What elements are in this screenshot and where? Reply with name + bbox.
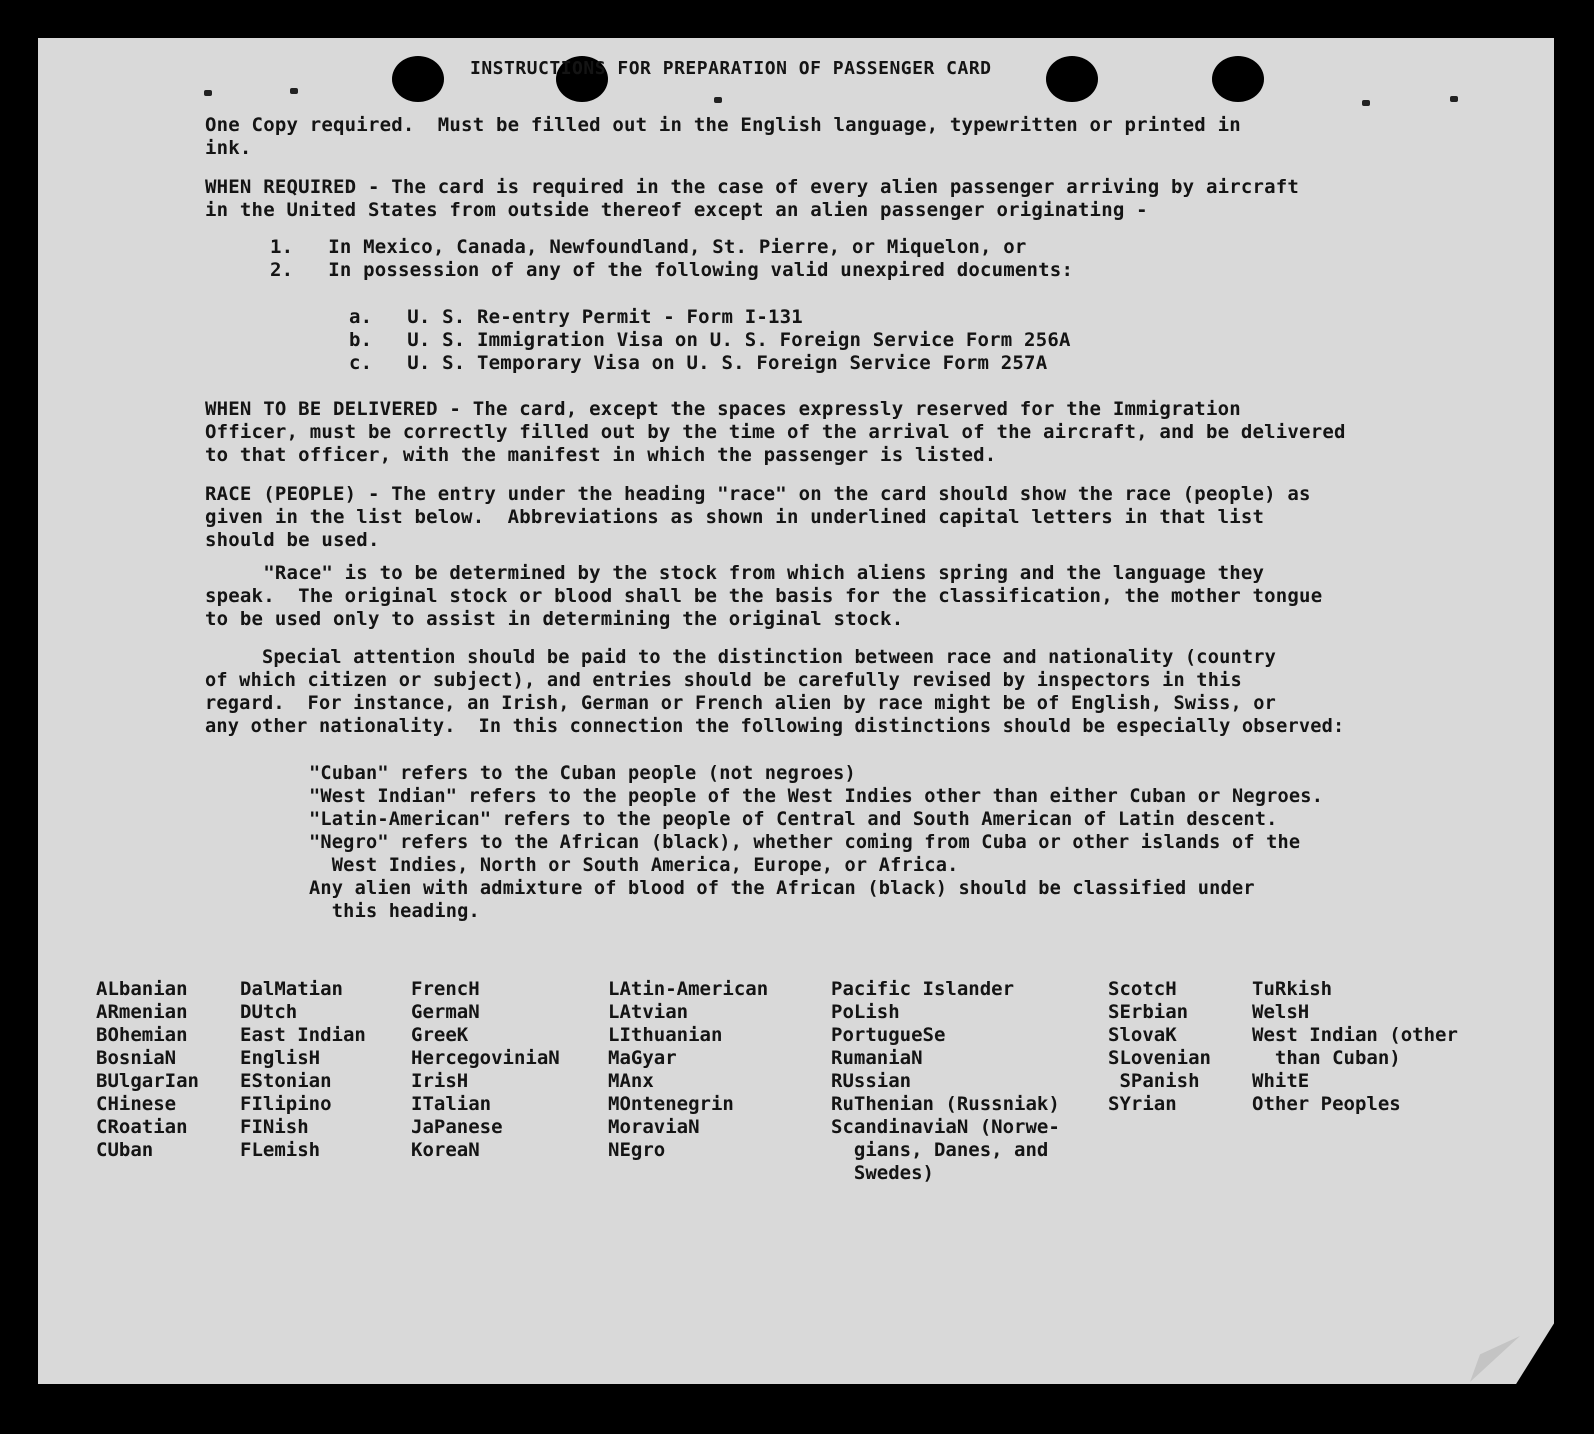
race-item: LIthuanian <box>608 1024 723 1046</box>
ink-speck <box>204 90 212 96</box>
race-item: SErbian <box>1108 1001 1189 1023</box>
race-item: BUlgarIan <box>96 1070 199 1092</box>
race-item: FINish <box>240 1116 309 1138</box>
numbered-list <box>270 236 1073 282</box>
race-item: MAnx <box>608 1070 654 1092</box>
race-item: GreeK <box>411 1024 469 1046</box>
race-item: EStonian <box>240 1070 332 1092</box>
race-item: RUssian <box>831 1070 912 1092</box>
intro-paragraph: One Copy required. Must be filled out in the English language, typewritten or printed in ink. <box>205 114 1241 159</box>
race-item: RuThenian (Russniak) <box>831 1093 1060 1115</box>
documents-list <box>349 306 1071 375</box>
distinctions-list: "Cuban" refers to the Cuban people (not negroes) "West Indian" refers to the people of the West Indies other than either Cuban or Negroes. "Latin-American" refers to the people of Central and South American of Latin descent. "Negro" refers to the African (black), whether coming from Cuba or other islands of the West Indies, North or South America, Europe, or Africa. Any alien with admixture of blood of the African (black) should be classified under this heading. <box>309 763 1324 922</box>
race-item: SlovaK <box>1108 1024 1177 1046</box>
race-item: BOhemian <box>96 1024 188 1046</box>
race-column-5 <box>831 978 1060 1185</box>
race-item: RumaniaN <box>831 1047 923 1069</box>
race-item: Pacific Islander <box>831 978 1015 1000</box>
race-item: DalMatian <box>240 978 343 1000</box>
race-item: MoraviaN <box>608 1116 700 1138</box>
race-column-2 <box>240 978 366 1162</box>
race-item: BosniaN <box>96 1047 177 1069</box>
race-item: Other Peoples <box>1252 1093 1401 1115</box>
race-column-4 <box>608 978 768 1162</box>
race-item: ARmenian <box>96 1001 188 1023</box>
when-required-paragraph: WHEN REQUIRED - The card is required in the case of every alien passenger arriving by aircraft in the United States from outside thereof except an alien passenger originating - <box>205 176 1300 221</box>
race-item: East Indian <box>240 1024 366 1046</box>
race-item: CRoatian <box>96 1116 188 1138</box>
race-item: PortugueSe <box>831 1024 946 1046</box>
race-item: SYrian <box>1108 1093 1177 1115</box>
punch-hole-3 <box>1046 56 1098 102</box>
ink-speck <box>714 97 722 103</box>
page-title: INSTRUCTIONS FOR PREPARATION OF PASSENGER CARD <box>470 58 992 79</box>
punch-hole-4 <box>1212 56 1264 102</box>
race-item: CHinese <box>96 1093 177 1115</box>
race-item: ALbanian <box>96 978 188 1000</box>
race-column-3 <box>411 978 560 1162</box>
race-item: IrisH <box>411 1070 469 1092</box>
list-item: a. U. S. Re-entry Permit - Form I-131 <box>349 306 803 328</box>
race-item: WhitE <box>1252 1070 1310 1092</box>
list-item: 1. In Mexico, Canada, Newfoundland, St. Pierre, or Miquelon, or <box>270 236 1027 258</box>
special-attention-paragraph: Special attention should be paid to the distinction between race and nationality (country of which citizen or subject), and entries should be carefully revised by inspectors in this regard. For instance, an Irish, German or French alien by race might be of English, Swiss, or any other nationality. In this connection the following distinctions should be especially observed: <box>205 647 1345 737</box>
race-column-7 <box>1252 978 1458 1116</box>
race-item: WelsH <box>1252 1001 1310 1023</box>
race-column-1 <box>96 978 199 1162</box>
list-item: b. U. S. Immigration Visa on U. S. Foreign Service Form 256A <box>349 329 1071 351</box>
race-definition-paragraph: "Race" is to be determined by the stock from which aliens spring and the language they speak. The original stock or blood shall be the basis for the classification, the mother tongue to be used only to assist in determining the original stock. <box>205 562 1323 630</box>
ink-speck <box>290 88 298 94</box>
race-item: gians, Danes, and <box>831 1139 1049 1161</box>
race-item: Swedes) <box>831 1162 934 1184</box>
race-item: KoreaN <box>411 1139 480 1161</box>
race-item: HercegoviniaN <box>411 1047 560 1069</box>
race-item: LAtvian <box>608 1001 689 1023</box>
race-item: EnglisH <box>240 1047 321 1069</box>
race-item: GermaN <box>411 1001 480 1023</box>
race-item: ITalian <box>411 1093 492 1115</box>
race-item: ScandinaviaN (Norwe- <box>831 1116 1060 1138</box>
race-item: PoLish <box>831 1001 900 1023</box>
race-item: SPanish <box>1108 1070 1200 1092</box>
race-item: JaPanese <box>411 1116 503 1138</box>
race-item: TuRkish <box>1252 978 1333 1000</box>
punch-hole-1 <box>392 56 444 102</box>
when-delivered-paragraph: WHEN TO BE DELIVERED - The card, except the spaces expressly reserved for the Immigration Officer, must be correctly filled out by the time of the arrival of the aircraft, and be delivered to that officer, with the manifest in which the passenger is listed. <box>205 398 1346 466</box>
race-item: NEgro <box>608 1139 666 1161</box>
list-item: 2. In possession of any of the following valid unexpired documents: <box>270 259 1074 281</box>
race-item: MaGyar <box>608 1047 677 1069</box>
ink-speck <box>1362 100 1370 106</box>
race-item: FrencH <box>411 978 480 1000</box>
ink-speck <box>1450 96 1458 102</box>
race-item: DUtch <box>240 1001 298 1023</box>
race-item: LAtin-American <box>608 978 769 1000</box>
race-column-6 <box>1108 978 1211 1116</box>
race-people-paragraph: RACE (PEOPLE) - The entry under the heading "race" on the card should show the race (people) as given in the list below. Abbreviations as shown in underlined capital letters in that list should be used. <box>205 483 1311 551</box>
list-item: c. U. S. Temporary Visa on U. S. Foreign Service Form 257A <box>349 352 1048 374</box>
race-item: than Cuban) <box>1252 1047 1401 1069</box>
race-item: FIlipino <box>240 1093 332 1115</box>
race-item: MOntenegrin <box>608 1093 734 1115</box>
race-item: FLemish <box>240 1139 321 1161</box>
race-item: CUban <box>96 1139 154 1161</box>
race-item: West Indian (other <box>1252 1024 1458 1046</box>
race-item: ScotcH <box>1108 978 1177 1000</box>
race-item: SLovenian <box>1108 1047 1211 1069</box>
